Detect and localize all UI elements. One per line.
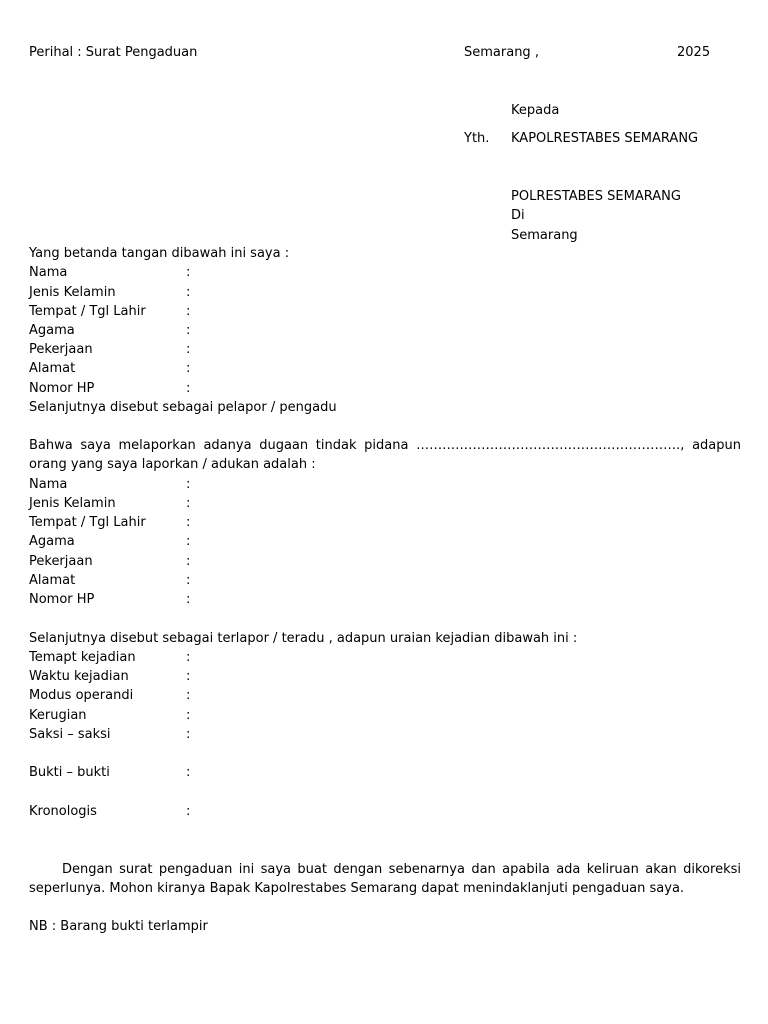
recipient-yth: Yth. <box>464 131 490 146</box>
field-colon: : <box>186 515 191 530</box>
reported-field-label: Pekerjaan <box>29 554 93 569</box>
reporter-field-label: Nomor HP <box>29 381 95 396</box>
recipient-line3: Di <box>511 208 525 223</box>
field-colon: : <box>186 265 191 280</box>
field-colon: : <box>186 477 191 492</box>
reported-field-label: Tempat / Tgl Lahir <box>29 515 146 530</box>
field-colon: : <box>186 592 191 607</box>
field-colon: : <box>186 496 191 511</box>
reporter-intro: Yang betanda tangan dibawah ini saya : <box>29 246 290 261</box>
field-colon: : <box>186 708 191 723</box>
field-colon: : <box>186 361 191 376</box>
evidence-label: Bukti – bukti <box>29 765 110 780</box>
reporter-field-label: Alamat <box>29 361 76 376</box>
reporter-field-label: Tempat / Tgl Lahir <box>29 304 146 319</box>
reporter-field-label: Pekerjaan <box>29 342 93 357</box>
reported-intro: Bahwa saya melaporkan adanya dugaan tindak pidana ……………………………………………………., adapun orang yang saya laporkan / adukan adalah : <box>29 438 741 473</box>
incident-intro: Selanjutnya disebut sebagai terlapor / teradu , adapun uraian kejadian dibawah ini : <box>29 631 578 646</box>
field-colon: : <box>186 304 191 319</box>
recipient-kepada: Kepada <box>511 103 560 118</box>
incident-field-label: Modus operandi <box>29 688 134 703</box>
reported-field-label: Nama <box>29 477 68 492</box>
field-colon: : <box>186 534 191 549</box>
place-date: Semarang , <box>464 45 539 60</box>
field-colon: : <box>186 573 191 588</box>
field-colon: : <box>186 688 191 703</box>
note: NB : Barang bukti terlampir <box>29 919 208 934</box>
field-colon: : <box>186 285 191 300</box>
incident-field-label: Saksi – saksi <box>29 727 111 742</box>
reporter-field-label: Agama <box>29 323 75 338</box>
closing-paragraph: Dengan surat pengaduan ini saya buat dengan sebenarnya dan apabila ada keliruan akan dikoreksi seperlunya. Mohon kiranya Bapak Kapolrestabes Semarang dapat menindaklanjuti pengaduan saya. <box>29 862 741 897</box>
reporter-field-label: Nama <box>29 265 68 280</box>
chronology-label: Kronologis <box>29 804 97 819</box>
reported-field-label: Agama <box>29 534 75 549</box>
reported-field-label: Jenis Kelamin <box>29 496 116 511</box>
recipient-line2: POLRESTABES SEMARANG <box>511 189 681 204</box>
reporter-field-label: Jenis Kelamin <box>29 285 116 300</box>
field-colon: : <box>186 727 191 742</box>
year: 2025 <box>677 45 711 60</box>
field-colon: : <box>186 323 191 338</box>
recipient-line1: KAPOLRESTABES SEMARANG <box>511 131 699 146</box>
field-colon: : <box>186 669 191 684</box>
field-colon: : <box>186 342 191 357</box>
recipient-line4: Semarang <box>511 228 578 243</box>
field-colon: : <box>186 765 191 780</box>
field-colon: : <box>186 381 191 396</box>
field-colon: : <box>186 650 191 665</box>
field-colon: : <box>186 804 191 819</box>
reported-field-label: Nomor HP <box>29 592 95 607</box>
reported-field-label: Alamat <box>29 573 76 588</box>
field-colon: : <box>186 554 191 569</box>
reporter-outro: Selanjutnya disebut sebagai pelapor / pengadu <box>29 400 337 415</box>
incident-field-label: Kerugian <box>29 708 87 723</box>
incident-field-label: Waktu kejadian <box>29 669 129 684</box>
incident-field-label: Temapt kejadian <box>29 650 136 665</box>
subject-line: Perihal : Surat Pengaduan <box>29 45 198 60</box>
